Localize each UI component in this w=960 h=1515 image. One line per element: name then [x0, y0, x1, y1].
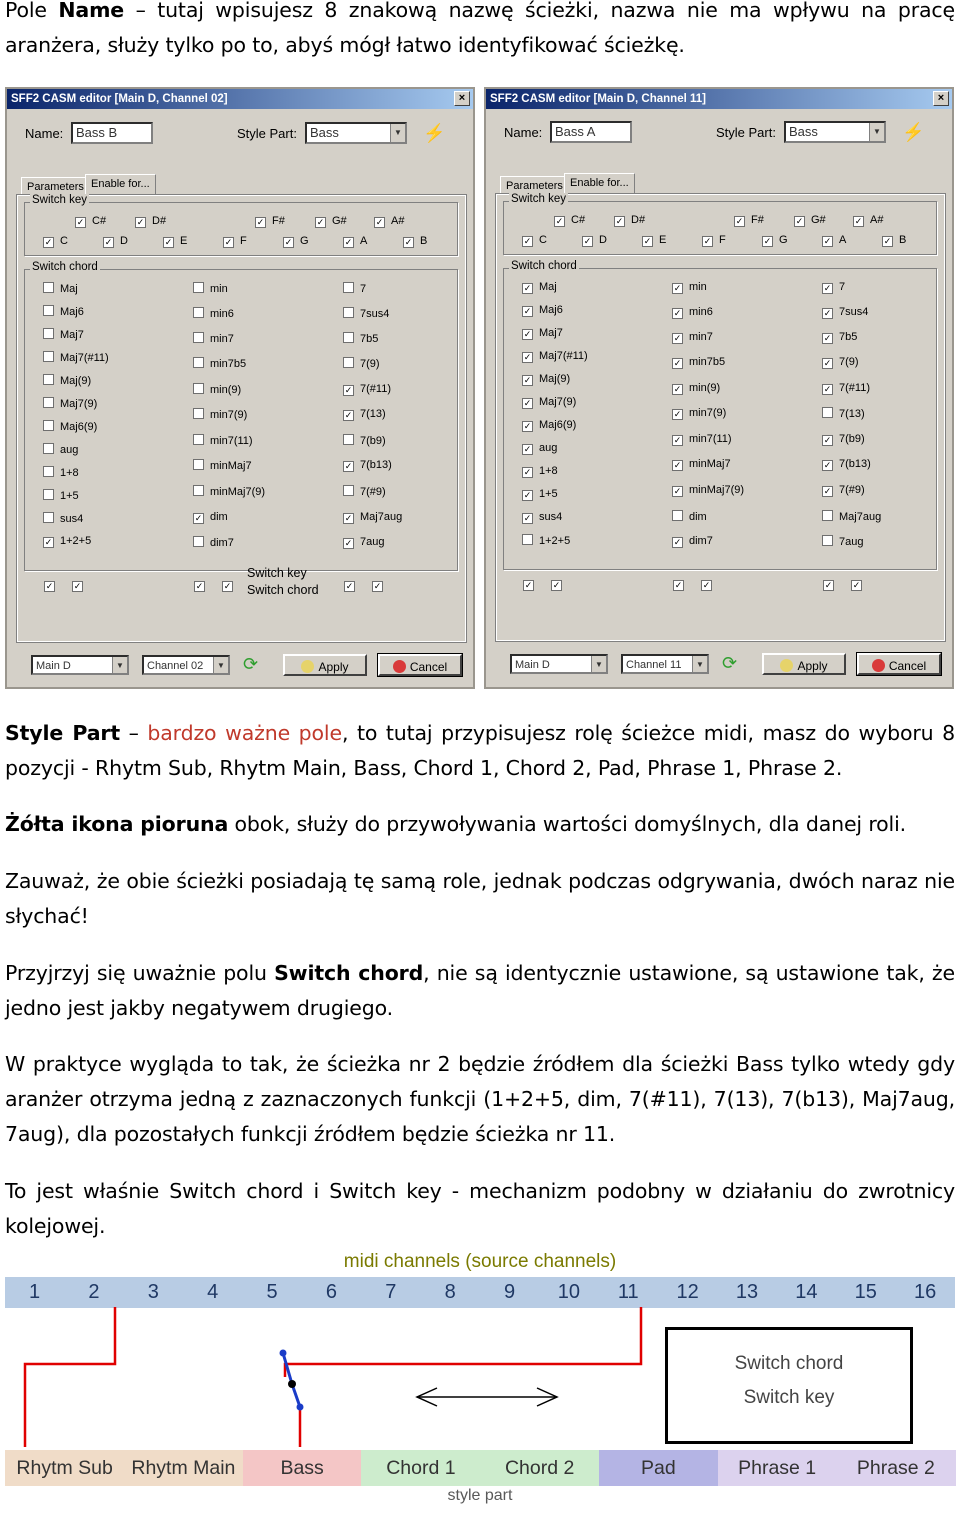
style-part-cell: Phrase 1	[718, 1450, 837, 1486]
switch-key-label: Switch key	[743, 1387, 835, 1408]
chevron-down-icon: ▼	[213, 657, 228, 673]
close-icon[interactable]: ×	[933, 91, 949, 106]
switch-key-group	[24, 194, 458, 256]
lightning-icon[interactable]: ⚡	[423, 123, 446, 143]
checkbox-d[interactable]: ✓ D	[104, 235, 128, 247]
checkbox-chord[interactable]: ✓ dim7	[673, 535, 713, 547]
section-value: Main D	[36, 660, 71, 672]
switch-chord-text: Switch chord	[247, 583, 319, 597]
style-part-cell: Phrase 2	[836, 1450, 955, 1486]
checkbox-chord[interactable]: 7(b9)	[343, 434, 386, 448]
style-part-select[interactable]	[305, 122, 407, 144]
checkbox-chord[interactable]: 7	[343, 282, 366, 296]
channel-number: 14	[795, 1281, 818, 1303]
channel-number: 15	[854, 1281, 877, 1303]
channel-select[interactable]	[621, 654, 709, 674]
checkbox-chord[interactable]: min6	[193, 307, 234, 321]
style-part-footer: style part	[447, 1487, 513, 1504]
channel-11-line	[285, 1307, 641, 1377]
channel-number: 7	[385, 1281, 397, 1303]
checkbox-chord[interactable]: min7(11)	[193, 434, 253, 448]
checkbox-d[interactable]: ✓ D	[583, 234, 607, 246]
p2-label: Style Part	[5, 721, 120, 745]
checkbox-chord[interactable]: ✓ Maj7	[523, 327, 563, 339]
casm-editor-dialog-right	[484, 87, 954, 689]
checkbox-f[interactable]: ✓ F	[224, 235, 247, 247]
switch-chord-title: Switch chord	[511, 260, 577, 272]
checkbox-chord[interactable]: ✓ 7(#9)	[823, 484, 865, 496]
p5-bold: Switch chord	[274, 961, 424, 985]
checkbox-key-f[interactable]: ✓	[373, 581, 382, 591]
checkbox-chord[interactable]: ✓ sus4	[523, 511, 563, 523]
style-part-value: Bass	[789, 124, 818, 139]
switch-chord-group	[503, 260, 937, 570]
style-part-label: Style Part:	[716, 125, 776, 140]
checkbox-chord[interactable]: Maj7	[43, 328, 84, 342]
checkbox-chord[interactable]: ✓ 7	[823, 281, 846, 293]
checkbox-chord[interactable]: min7	[193, 332, 234, 346]
checkbox-csharp[interactable]: ✓ C#	[76, 215, 107, 227]
checkbox-chord[interactable]: 7(13)	[822, 407, 865, 421]
style-part-cell: Pad	[599, 1450, 718, 1486]
p5-rest: , nie są identycznie ustawione, są ustawione tak, że jedno jest jakby negatywem drugiego.	[5, 961, 956, 1020]
p2-red: bardzo ważne pole	[147, 721, 342, 745]
checkbox-key-b[interactable]: ✓	[552, 580, 561, 590]
checkbox-chord[interactable]: Maj7aug	[822, 510, 881, 524]
checkbox-chord[interactable]: 7(9)	[343, 357, 380, 371]
p3-bold: Żółta ikona pioruna	[5, 812, 229, 836]
section-select[interactable]	[510, 654, 608, 674]
midi-channels-diagram	[5, 1247, 955, 1510]
checkbox-chord[interactable]: Maj6	[43, 305, 84, 319]
channel-2-line	[25, 1307, 115, 1447]
checkbox-chord[interactable]: dim7	[193, 536, 234, 550]
checkbox-chord[interactable]: ✓ 7aug	[344, 536, 385, 548]
style-part-cell: Rhytm Main	[124, 1450, 243, 1486]
checkbox-gsharp[interactable]: ✓ G#	[316, 215, 347, 227]
switch-legend	[247, 565, 319, 599]
checkbox-key-d[interactable]: ✓	[702, 580, 711, 590]
checkbox-chord[interactable]: ✓ 7(13)	[344, 408, 386, 420]
checkbox-chord[interactable]: ✓ min	[673, 281, 707, 293]
channel-number: 6	[325, 1281, 337, 1303]
checkbox-chord[interactable]: 7aug	[822, 535, 863, 549]
lightning-icon[interactable]: ⚡	[902, 122, 925, 142]
style-part-cell: Rhytm Sub	[5, 1450, 124, 1486]
switch-legend-box	[665, 1327, 913, 1444]
checkbox-chord[interactable]: ✓ 7(#11)	[823, 382, 870, 394]
style-part-value: Bass	[310, 125, 339, 140]
p2-rest: , to tutaj przypisujesz rolę ścieżce midi, masz do wyboru 8 pozycji - Rhytm Sub, Rhytm Main, Bass, Chord 1, Chord 2, Pad, Phrase 1, Phrase 2.	[5, 721, 955, 780]
checkbox-chord[interactable]: minMaj7(9)	[193, 485, 265, 499]
switch-chord-title: Switch chord	[32, 261, 98, 273]
refresh-icon[interactable]: ⟳	[722, 653, 738, 673]
dialog-title: SFF2 CASM editor [Main D, Channel 02]	[7, 89, 473, 109]
style-part-select[interactable]	[784, 121, 886, 143]
channel-number: 8	[444, 1281, 456, 1303]
channel-number: 11	[617, 1281, 639, 1303]
checkbox-c[interactable]: ✓ C	[523, 234, 547, 246]
lightning-paragraph	[5, 807, 955, 842]
checkbox-chord[interactable]: Maj6(9)	[43, 420, 97, 434]
checkbox-chord[interactable]: Maj	[43, 282, 78, 296]
switch-key-title: Switch key	[511, 193, 566, 205]
p5-start: Przyjrzyj się uważnie polu	[5, 961, 275, 985]
dialog-title: SFF2 CASM editor [Main D, Channel 11]	[486, 89, 952, 109]
checkbox-key-f[interactable]: ✓	[852, 580, 861, 590]
checkbox-chord[interactable]: ✓ Maj7(9)	[523, 396, 577, 408]
switch-point	[297, 1404, 304, 1411]
channel-number: 12	[676, 1281, 699, 1303]
p1-rest: – tutaj wpisujesz 8 znakową nazwę ścieżki, nazwa nie ma wpływu na pracę aranżera, służy tylko po to, abyś mógł łatwo identyfikować ścieżkę.	[5, 0, 956, 57]
checkbox-chord[interactable]: ✓ dim	[194, 511, 228, 523]
mechanism-paragraph: To jest właśnie Switch chord i Switch key - mechanizm podobny w działaniu do zwrotnicy kolejowej.	[5, 1179, 955, 1238]
checkbox-chord[interactable]: 1+5	[43, 489, 79, 503]
style-part-cell: Chord 1	[361, 1450, 480, 1486]
apply-label: Apply	[797, 659, 828, 673]
checkbox-chord[interactable]: ✓ 7(b9)	[823, 433, 865, 445]
tab-parameters[interactable]: Parameters	[500, 176, 569, 195]
checkbox-chord[interactable]: ✓ min7	[673, 331, 713, 343]
casm-editor-dialog-left	[5, 87, 475, 689]
checkbox-chord[interactable]: dim	[672, 510, 707, 524]
chevron-down-icon: ▼	[869, 123, 884, 141]
style-part-label: Style Part:	[237, 126, 297, 141]
checkbox-chord[interactable]: 1+2+5	[522, 534, 570, 548]
p1-label: Name	[58, 0, 125, 22]
channel-number: 5	[266, 1281, 278, 1303]
checkbox-key-c[interactable]: ✓	[674, 580, 683, 590]
checkbox-chord[interactable]: ✓ Maj6(9)	[523, 419, 577, 431]
checkbox-c[interactable]: ✓ C	[44, 235, 68, 247]
refresh-icon[interactable]: ⟳	[243, 654, 259, 674]
tab-enable-for[interactable]: Enable for...	[564, 173, 635, 195]
checkbox-dsharp[interactable]: ✓ D#	[615, 214, 646, 226]
cancel-icon	[872, 659, 885, 672]
cancel-button[interactable]	[857, 653, 941, 675]
chevron-down-icon: ▼	[692, 656, 707, 672]
note-paragraph: Zauważ, że obie ścieżki posiadają tę samą role, jednak podczas odgrywania, dwóch naraz nie słychać!	[5, 869, 955, 928]
section-select[interactable]	[31, 655, 129, 675]
checkbox-chord[interactable]: ✓ minMaj7(9)	[673, 484, 745, 496]
checkbox-chord[interactable]: sus4	[43, 512, 83, 526]
channel-number: 1	[28, 1281, 41, 1303]
checkbox-chord[interactable]: ✓ Maj6	[523, 304, 563, 316]
style-part-cell: Bass	[243, 1450, 362, 1486]
checkbox-key-e[interactable]: ✓	[824, 580, 833, 590]
checkbox-chord[interactable]: min7(9)	[193, 408, 247, 422]
checkbox-chord[interactable]: minMaj7	[193, 459, 252, 473]
checkbox-key-a[interactable]: ✓	[45, 581, 54, 591]
checkbox-chord[interactable]: Maj(9)	[43, 374, 91, 388]
section-value: Main D	[515, 659, 550, 671]
checkbox-fsharp[interactable]: ✓ F#	[735, 214, 764, 226]
diagram-title: midi channels (source channels)	[343, 1251, 617, 1272]
checkbox-chord[interactable]: min	[193, 282, 228, 296]
checkbox-chord[interactable]: ✓ 1+5	[523, 488, 558, 500]
checkbox-b[interactable]: ✓ B	[883, 234, 907, 246]
checkbox-chord[interactable]: ✓ min7(9)	[673, 407, 727, 419]
style-part-cell: Chord 2	[480, 1450, 599, 1486]
checkbox-chord[interactable]: 7sus4	[343, 307, 389, 321]
checkbox-key-d[interactable]: ✓	[223, 581, 232, 591]
close-icon[interactable]: ×	[454, 91, 470, 106]
checkbox-e[interactable]: ✓ E	[643, 234, 667, 246]
checkbox-chord[interactable]: ✓ Maj	[523, 281, 557, 293]
channel-value: Channel 02	[147, 660, 204, 672]
switch-key-title: Switch key	[32, 194, 87, 206]
checkbox-chord[interactable]: 7(#9)	[343, 485, 386, 499]
checkbox-key-b[interactable]: ✓	[73, 581, 82, 591]
checkbox-f[interactable]: ✓ F	[703, 234, 726, 246]
switch-chord-paragraph	[5, 956, 955, 1026]
switch-pivot	[288, 1380, 296, 1388]
channel-number: 10	[557, 1281, 580, 1303]
p3-rest: obok, służy do przywoływania wartości domyślnych, dla danej roli.	[228, 812, 907, 836]
checkbox-chord[interactable]: ✓ 7(#11)	[344, 383, 391, 395]
checkbox-b[interactable]: ✓ B	[404, 235, 428, 247]
p2-dash: –	[120, 721, 148, 745]
checkbox-key-e[interactable]: ✓	[345, 581, 354, 591]
checkbox-a[interactable]: ✓ A	[823, 234, 847, 246]
checkbox-csharp[interactable]: ✓ C#	[555, 214, 586, 226]
checkbox-chord[interactable]: ✓ 7(b13)	[344, 459, 392, 471]
checkbox-chord[interactable]: ✓ Maj(9)	[523, 373, 571, 385]
switch-key-text: Switch key	[247, 566, 307, 580]
apply-button[interactable]	[762, 653, 846, 675]
channel-number: 2	[88, 1281, 100, 1303]
cancel-label: Cancel	[409, 660, 448, 674]
checkbox-chord[interactable]: 1+8	[43, 466, 79, 480]
cancel-label: Cancel	[888, 659, 927, 673]
checkbox-chord[interactable]: ✓ minMaj7	[673, 458, 731, 470]
checkbox-chord[interactable]: ✓ 7(9)	[823, 356, 859, 368]
switch-chord-group	[24, 261, 458, 571]
checkbox-chord[interactable]: min(9)	[193, 383, 241, 397]
name-input[interactable]: Bass B	[71, 122, 153, 144]
cancel-button[interactable]	[378, 654, 462, 676]
checkbox-chord[interactable]: ✓ min(9)	[673, 382, 721, 394]
intro-paragraph	[5, 0, 955, 63]
channel-number: 9	[503, 1281, 516, 1303]
checkbox-gsharp[interactable]: ✓ G#	[795, 214, 826, 226]
checkbox-chord[interactable]: Maj7(9)	[43, 397, 97, 411]
channel-number: 3	[147, 1281, 159, 1303]
name-input[interactable]: Bass A	[550, 121, 632, 143]
p1-start: Pole	[5, 0, 59, 22]
checkbox-chord[interactable]: ✓ 1+8	[523, 465, 558, 477]
name-label: Name:	[25, 126, 64, 141]
checkbox-chord[interactable]: ✓ aug	[523, 442, 558, 454]
channel-select[interactable]	[142, 655, 230, 675]
checkbox-chord[interactable]: min7b5	[193, 357, 246, 371]
apply-label: Apply	[318, 660, 349, 674]
checkbox-chord[interactable]: ✓ min7(11)	[673, 433, 732, 445]
practice-paragraph: W praktyce wygląda to tak, że ścieżka nr 2 będzie źródłem dla ścieżki Bass tylko wtedy gdy aranżer otrzyma jedną z zaznaczonych funkcji (1+2+5, dim, 7(#11), 7(13), 7(b13), Maj7aug, 7aug), dla pozostałych funkcji źródłem będzie ścieżka nr 11.	[5, 1052, 955, 1146]
checkbox-g[interactable]: ✓ G	[763, 234, 788, 246]
checkbox-fsharp[interactable]: ✓ F#	[256, 215, 285, 227]
tab-parameters[interactable]: Parameters	[21, 177, 90, 196]
channel-value: Channel 11	[626, 659, 682, 671]
channel-number: 4	[207, 1281, 219, 1303]
checkbox-chord[interactable]: ✓ min6	[673, 306, 713, 318]
apply-icon	[301, 660, 314, 673]
checkbox-a[interactable]: ✓ A	[344, 235, 368, 247]
style-part-row	[5, 1450, 955, 1486]
chevron-down-icon: ▼	[390, 124, 405, 142]
chevron-down-icon: ▼	[591, 656, 606, 672]
checkbox-key-a[interactable]: ✓	[524, 580, 533, 590]
checkbox-chord[interactable]: ✓ Maj7(#11)	[523, 350, 588, 362]
chevron-down-icon: ▼	[112, 657, 127, 673]
channel-number: 16	[914, 1281, 937, 1303]
checkbox-asharp[interactable]: ✓ A#	[854, 214, 884, 226]
checkbox-asharp[interactable]: ✓ A#	[375, 215, 405, 227]
checkbox-chord[interactable]: 7b5	[343, 332, 378, 346]
checkbox-chord[interactable]: Maj7(#11)	[43, 351, 109, 365]
checkbox-chord[interactable]: ✓ min7b5	[673, 356, 726, 368]
checkbox-g[interactable]: ✓ G	[284, 235, 309, 247]
checkbox-chord[interactable]: ✓ Maj7aug	[344, 511, 403, 523]
checkbox-chord[interactable]: ✓ 1+2+5	[44, 535, 92, 547]
tab-enable-for[interactable]: Enable for...	[85, 174, 156, 196]
channel-number: 13	[735, 1281, 759, 1303]
apply-button[interactable]	[283, 654, 367, 676]
switch-key-group	[503, 193, 937, 255]
checkbox-dsharp[interactable]: ✓ D#	[136, 215, 167, 227]
checkbox-e[interactable]: ✓ E	[164, 235, 188, 247]
checkbox-chord[interactable]: aug	[43, 443, 78, 457]
switch-chord-label: Switch chord	[734, 1353, 844, 1374]
cancel-icon	[393, 660, 406, 673]
checkbox-chord[interactable]: ✓ 7(b13)	[823, 458, 871, 470]
checkbox-chord[interactable]: ✓ 7sus4	[823, 306, 869, 318]
apply-icon	[780, 659, 793, 672]
style-part-paragraph	[5, 716, 955, 786]
checkbox-key-c[interactable]: ✓	[195, 581, 204, 591]
checkbox-chord[interactable]: ✓ 7b5	[823, 331, 858, 343]
name-label: Name:	[504, 125, 543, 140]
switch-point	[280, 1350, 287, 1357]
